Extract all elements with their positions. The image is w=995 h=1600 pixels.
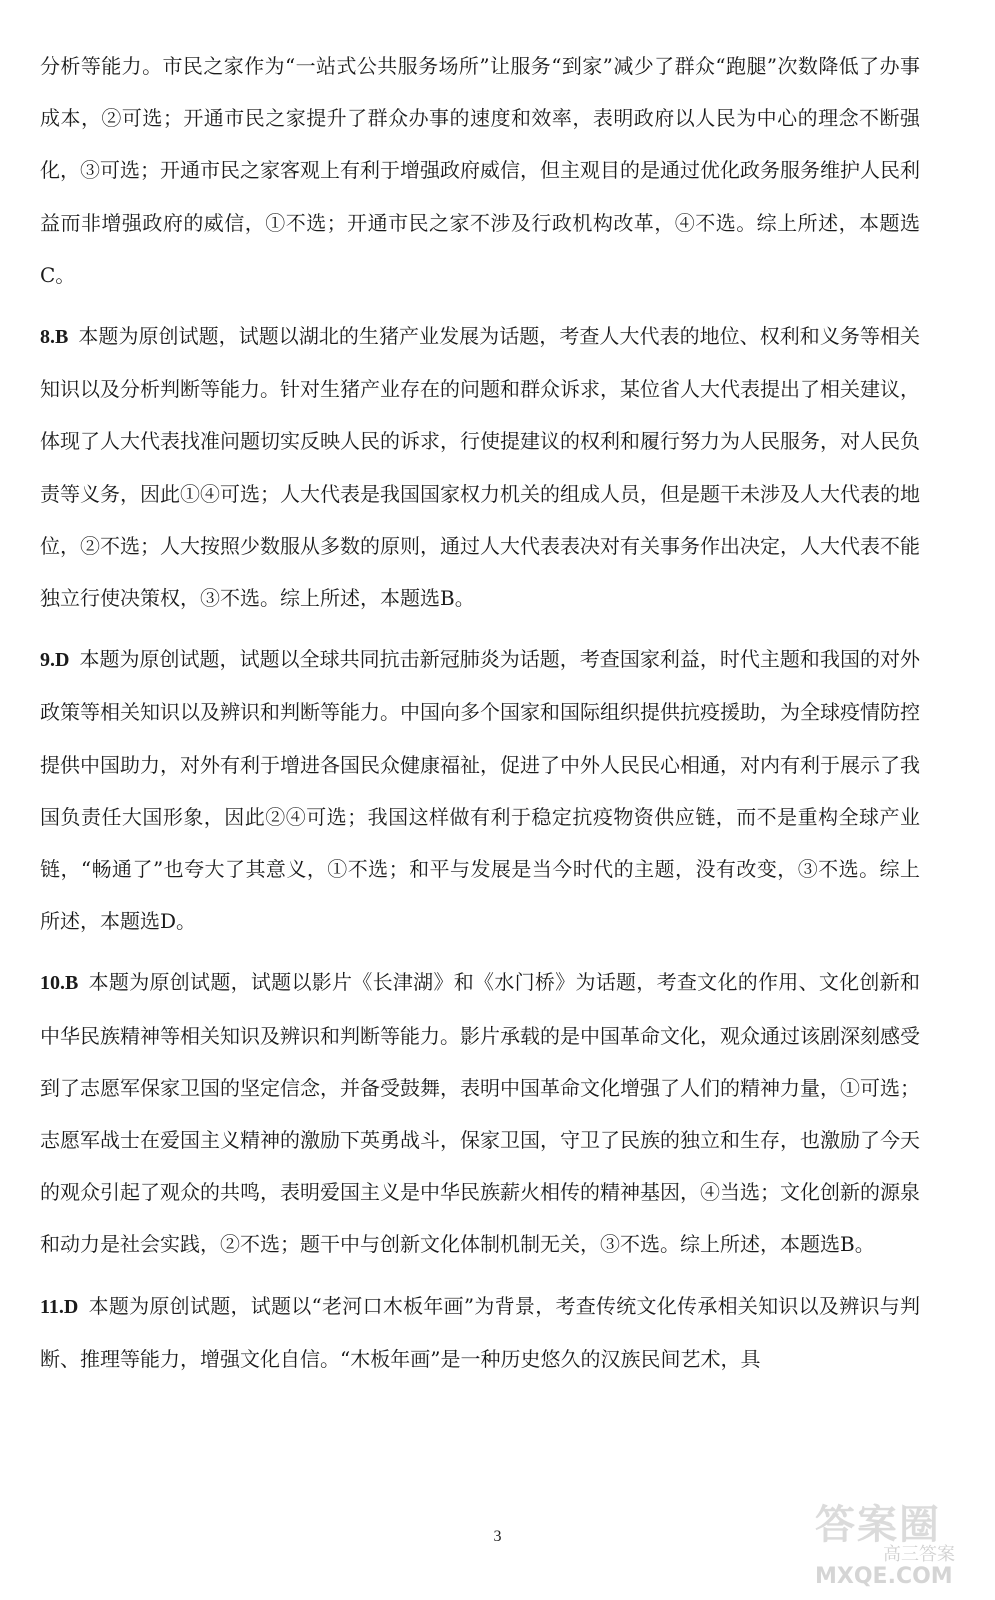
answer-number: 11.D (40, 1295, 79, 1318)
answer-11 (40, 1280, 920, 1385)
answer-9 (40, 633, 920, 947)
paragraph-continuation (40, 40, 920, 301)
paragraph-text: 本题为原创试题，试题以湖北的生猪产业发展为话题，考查人大代表的地位、权利和义务等相关知识以及分析判断等能力。针对生猪产业存在的问题和群众诉求，某位省人大代表提出了相关建议，体现了人大代表找准问题切实反映人民的诉求，行使提建议的权利和履行努力为人民服务，对人民负责等义务，因此①④可选；人大代表是我国国家权力机关的组成人员，但是题干未涉及人大代表的地位，②不选；人大按照少数服从多数的原则，通过人大代表表决对有关事务作出决定，人大代表不能独立行使决策权，③不选。综上所述，本题选B。 (40, 324, 920, 611)
paragraph-text: 分析等能力。市民之家作为“一站式公共服务场所”让服务“到家”减少了群众“跑腿”次数降低了办事成本，②可选；开通市民之家提升了群众办事的速度和效率，表明政府以人民为中心的理念不断强化，③可选；开通市民之家客观上有利于增强政府威信，但主观目的是通过优化政务服务维护人民利益而非增强政府的威信，①不选；开通市民之家不涉及行政机构改革，④不选。综上所述，本题选C。 (40, 54, 920, 287)
page-number: 3 (493, 1528, 502, 1545)
paragraph-text: 本题为原创试题，试题以“老河口木板年画”为背景，考查传统文化传承相关知识以及辨识与判断、推理等能力，增强文化自信。“木板年画”是一种历史悠久的汉族民间艺术，具 (40, 1293, 920, 1371)
watermark-logo (815, 1502, 965, 1595)
paragraph-text: 本题为原创试题，试题以影片《长津湖》和《水门桥》为话题，考查文化的作用、文化创新和中华民族精神等相关知识及辨识和判断等能力。影片承载的是中国革命文化，观众通过该剧深刻感受到了志愿军保家卫国的坚定信念，并备受鼓舞，表明中国革命文化增强了人们的精神力量，①可选；志愿军战士在爱国主义精神的激励下英勇战斗，保家卫国，守卫了民族的独立和生存，也激励了今天的观众引起了观众的共鸣，表明爱国主义是中华民族薪火相传的精神基因，④当选；文化创新的源泉和动力是社会实践，②不选；题干中与创新文化体制机制无关，③不选。综上所述，本题选B。 (40, 970, 920, 1257)
watermark-url: MXQE.COM (815, 1564, 953, 1589)
answer-number: 8.B (40, 326, 69, 349)
watermark-subtitle: 高三答案 (883, 1544, 955, 1565)
answer-number: 9.D (40, 649, 70, 672)
answer-number: 10.B (40, 972, 79, 995)
answer-10 (40, 956, 920, 1270)
document-page (40, 40, 920, 1394)
watermark-title: 答案圈 (815, 1502, 941, 1548)
paragraph-text: 本题为原创试题，试题以全球共同抗击新冠肺炎为话题，考查国家利益，时代主题和我国的对外政策等相关知识以及辨识和判断等能力。中国向多个国家和国际组织提供抗疫援助，为全球疫情防控提供中国助力，对外有利于增进各国民众健康福祉，促进了中外人民民心相通，对内有利于展示了我国负责任大国形象，因此②④可选；我国这样做有利于稳定抗疫物资供应链，而不是重构全球产业链，“畅通了”也夸大了其意义，①不选；和平与发展是当今时代的主题，没有改变，③不选。综上所述，本题选D。 (40, 647, 920, 934)
answer-8 (40, 310, 920, 624)
